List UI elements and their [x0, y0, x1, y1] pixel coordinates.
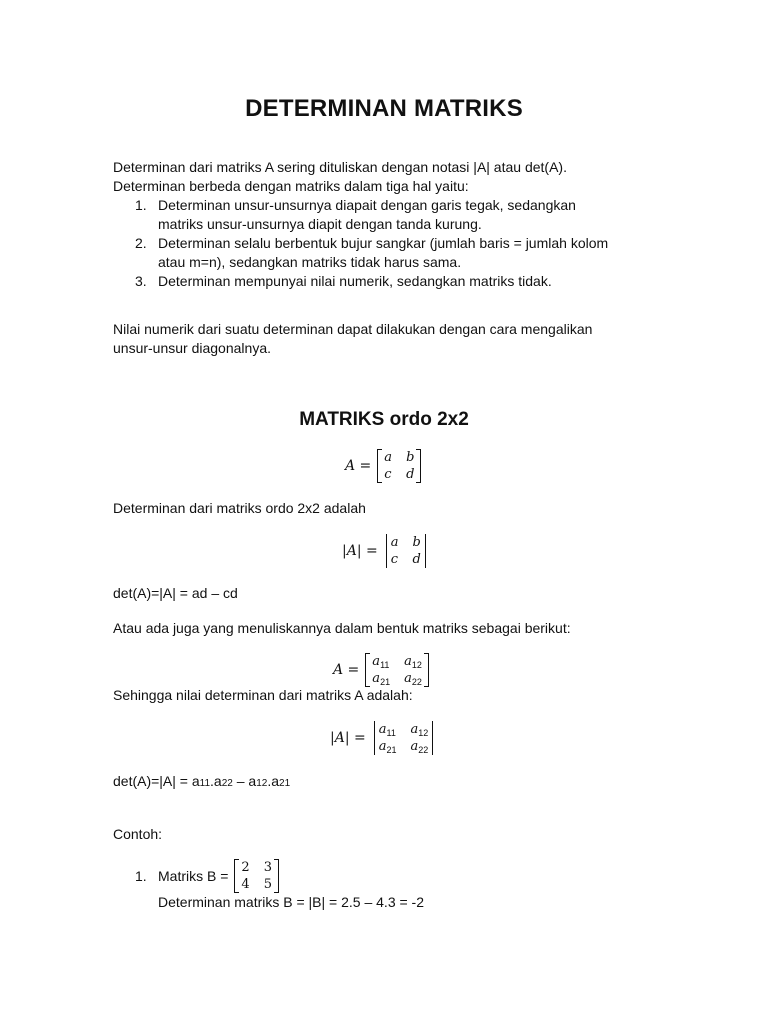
numeric-line-1: Nilai numerik dari suatu determinan dapat dilakukan dengan cara mengalikan — [113, 321, 593, 337]
matrix-cell: $a_{21}$ — [378, 739, 397, 755]
equation-lhs: A = — [345, 457, 372, 474]
matrix-cell: b — [406, 450, 415, 465]
so-line: Sehingga nilai determinan dari matriks A adalah: — [113, 687, 413, 703]
intro-line-1: Determinan dari matriks A sering dituliskan dengan notasi |A| atau det(A). — [113, 159, 567, 175]
matrix-cell: $a_{12}$ — [404, 654, 422, 670]
matrix-cell: $a_{12}$ — [410, 722, 429, 738]
example-matrix-line — [135, 859, 695, 893]
matrix-cell: $a_{11}$ — [378, 722, 396, 738]
equation-lhs: |A| = — [342, 542, 378, 559]
right-bar — [425, 534, 426, 568]
equation-matrix-a-subscripts — [333, 653, 429, 687]
matrix-b — [234, 859, 279, 893]
list-line: atau m=n), sedangkan matriks tidak harus sama. — [158, 254, 462, 270]
page-title: DETERMINAN MATRIKS — [245, 95, 523, 122]
matrix-grid — [389, 534, 423, 568]
list-number: 1. — [135, 867, 147, 884]
matrix-cell: $a_{11}$ — [372, 654, 390, 670]
numeric-paragraph — [113, 320, 673, 358]
det-formula-2: det(A)=|A| = a11.a22 – a12.a21 — [113, 773, 291, 789]
equation-determinant-a — [342, 534, 428, 568]
list-number: 2. — [135, 235, 147, 251]
example-result: Determinan matriks B = |B| = 2.5 – 4.3 = -2 — [158, 894, 425, 910]
left-bar — [374, 721, 375, 755]
equation-lhs: |A| = — [330, 729, 366, 746]
section-title: MATRIKS ordo 2x2 — [299, 409, 469, 430]
matrix-grid — [239, 859, 274, 893]
right-bracket — [416, 449, 421, 483]
matrix-cell: $a_{22}$ — [404, 671, 422, 687]
matrix-cell: a — [384, 450, 393, 465]
equation-matrix-a — [345, 449, 421, 483]
matrix-cell: $a_{21}$ — [372, 671, 391, 687]
determinant — [384, 534, 428, 568]
right-bar — [432, 721, 433, 755]
list-line: Determinan mempunyai nilai numerik, sedangkan matriks tidak. — [158, 273, 552, 289]
matrix-cell: c — [390, 552, 399, 567]
intro-paragraph — [113, 158, 673, 196]
numeric-line-2: unsur-unsur diagonalnya. — [113, 340, 271, 356]
matrix — [365, 653, 429, 687]
determinant — [372, 721, 436, 755]
example-label: Contoh: — [113, 826, 163, 842]
matrix — [377, 449, 421, 483]
matrix-grid — [377, 721, 431, 755]
equation-determinant-a-subscripts — [330, 721, 435, 755]
matrix-cell: 5 — [263, 877, 272, 892]
matrix-grid — [370, 653, 424, 687]
list-number: 3. — [135, 273, 147, 289]
matrix-grid — [382, 449, 416, 483]
left-bar — [386, 534, 387, 568]
right-bracket — [424, 653, 429, 687]
list-line: matriks unsur-unsurnya diapit dengan tanda kurung. — [158, 216, 482, 232]
example-matrix-label: Matriks B = — [158, 867, 229, 884]
matrix-cell: 4 — [241, 877, 250, 892]
example-item — [135, 859, 695, 912]
list-item — [135, 234, 675, 272]
matrix-cell: d — [412, 552, 421, 567]
matrix-cell: 3 — [263, 860, 272, 875]
list-line: Determinan unsur-unsurnya diapait dengan garis tegak, sedangkan — [158, 197, 576, 213]
matrix-cell: c — [384, 467, 392, 482]
matrix-cell: 2 — [241, 860, 250, 875]
intro-line-2: Determinan berbeda dengan matriks dalam tiga hal yaitu: — [113, 178, 469, 194]
list-line: Determinan selalu berbentuk bujur sangkar (jumlah baris = jumlah kolom — [158, 235, 609, 251]
det-formula: det(A)=|A| = ad – cd — [113, 585, 238, 601]
matrix-cell: a — [390, 535, 399, 550]
list-item — [135, 272, 675, 291]
matrix-cell: d — [406, 467, 415, 482]
list-number: 1. — [135, 197, 147, 213]
differences-list — [135, 196, 675, 291]
list-item — [135, 196, 675, 234]
equation-lhs: A = — [333, 661, 360, 678]
alt-intro: Atau ada juga yang menuliskannya dalam bentuk matriks sebagai berikut: — [113, 620, 571, 636]
matrix-cell: b — [412, 535, 421, 550]
right-bracket — [274, 859, 279, 893]
det-intro: Determinan dari matriks ordo 2x2 adalah — [113, 500, 366, 516]
matrix-cell: $a_{22}$ — [410, 739, 429, 755]
